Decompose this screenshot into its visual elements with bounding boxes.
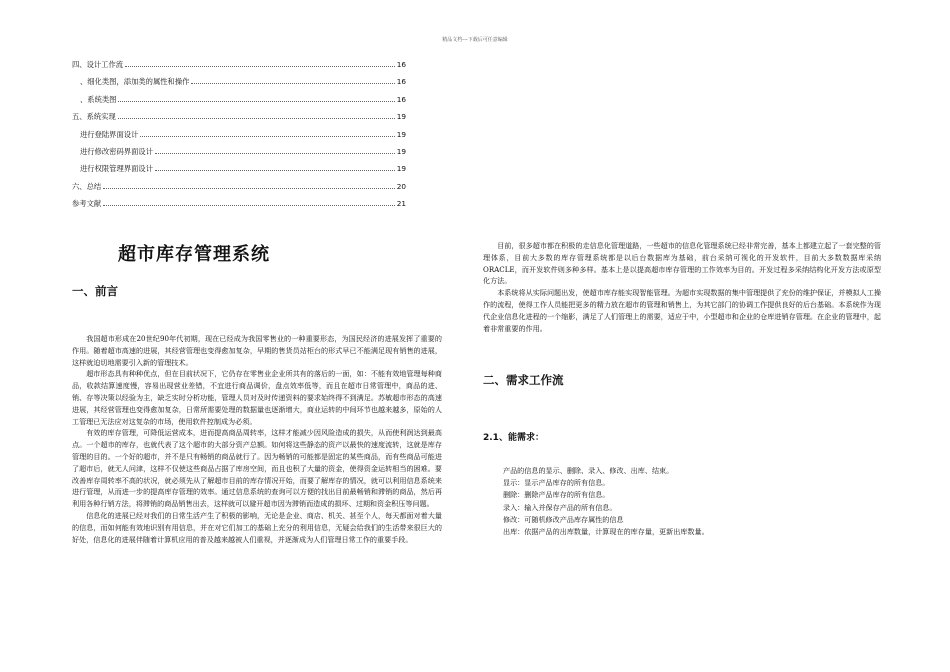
list-item: 产品的信息的显示、删除、录入、修改、出库、结束。 (503, 466, 674, 475)
toc-entry-label: 进行修改密码界面设计 (80, 146, 153, 156)
section-heading-preface: 一、前言 (72, 284, 118, 298)
paragraph: 目前，很多超市都在积极的走信息化管理道路，一些超市的信息化管理系统已经非常完善，基本上都建立起了一套完整的管理体系，目前大多数的库存管理系统都是以后台数据库为基础，前台采纳可视化的开发软件，目前大多数数据库采纳ORACLE，而开发软件则多种多样。基本上是以提高超市库存管理的工作效率为目的。开发过程多采纳结构化开发方法或原型化方法。 (483, 241, 881, 286)
toc-entry[interactable] (72, 199, 406, 216)
list-item: 删除：删除产品库存的所有信息。 (503, 490, 610, 500)
list-item: 修改：可随机修改产品库存属性的信息 (503, 514, 624, 524)
document-title: 超市库存管理系统 (118, 244, 270, 265)
toc-entry[interactable] (72, 60, 406, 77)
toc-entry-page: 19 (396, 164, 406, 174)
table-of-contents (72, 60, 406, 217)
page-header: 精品文档---下载后可任意编辑 (442, 37, 508, 43)
toc-entry-page: 19 (396, 112, 406, 122)
toc-entry-label: 六、总结 (72, 181, 102, 191)
toc-entry[interactable] (72, 130, 406, 147)
toc-entry[interactable] (72, 77, 406, 94)
toc-entry-label: 四、设计工作流 (72, 60, 124, 69)
toc-entry-page: 16 (396, 77, 406, 87)
toc-entry-page: 19 (396, 146, 406, 156)
requirements-list (503, 466, 873, 539)
toc-entry-page: 21 (396, 199, 406, 209)
toc-entry-label: 、细化类图，添加类的属性和操作 (80, 77, 190, 87)
toc-entry-label: 五、系统实现 (72, 112, 116, 122)
paragraph: 我国超市形成在20世纪90年代初期，现在已经成为我国零售业的一种重要形态，为国民经济的进展发挥了重要的作用。随着超市高速的进展，其经营管理也变得愈加复杂，早期的售货员站柜台的形式早已不能满足现有销售的进展，这样就迫切地需要引入新的管理技术。 (72, 334, 442, 367)
toc-entry-page: 16 (396, 94, 406, 104)
toc-entry-page: 19 (396, 129, 406, 139)
toc-entry-label: 、系统类图 (80, 94, 117, 104)
toc-entry[interactable] (72, 95, 406, 112)
paragraph: 本系统将从实际问题出发，使超市库存能实现智能管理。为超市实现数据的集中管理提供了充份的维护保证，并模拟人工操作的流程，使得工作人员能把更多的精力放在超市的管理和销售上，为其它部门的协调工作提供良好的后台基础。本系统作为现代企业信息化进程的一个缩影，满足了人们管理上的需要，适应于中，小型超市和企业的仓库进销存管理。在企业的管理中，起着非常重要的作用。 (483, 288, 881, 333)
list-item: 出库：依据产品的出库数量，计算现在的库存量，更新出库数量。 (503, 526, 709, 536)
toc-entry[interactable] (72, 164, 406, 181)
toc-entry-label: 进行权限管理界面设计 (80, 164, 153, 174)
subsection-heading-functional: 2.1、能需求： (483, 433, 544, 443)
paragraph: 有效的库存管理，可降低运营成本，进而提高商品周转率，这样才能减少因风险造成的损失，从而使利润达到最高点。一个超市的库存，也就代表了这个超市的大部分资产总额。如何将这些静态的资产以最快的速度流转，这就是库存管理的目的。一个好的超市，并不是只有畅销的商品就行了。因为畅销的可能都是固定的某些商品，而有些商品可能进了超市后，就无人问津，这样不仅使这些商品占据了库房空间，而且也积了大量的资金，使得资金运转相当的困难。要改善库存周转率不高的状况，就必须先从了解超市目前的库存情况开始，而要了解库存的情况，就可以利用信息系统来进行管理，从而进一步的提高库存管理的效率。通过信息系统的查询可以方便的找出目前最畅销和滞销的商品，然后再利用各种行销方法，将滞销的商品销售出去，这样就可以避开超市因为滞销而造成的损坏、过期和资金积压等问题。 (72, 428, 442, 509)
paragraph: 信息化的进展已经对我们的日常生活产生了积极的影响，无论是企业、商店、机关、甚至个人，每天都面对着大量的信息，而如何能有效地识别有用信息，并在对它们加工的基础上充分的利用信息，无疑会给我们的生活带来很巨大的好处，信息化的进展伴随着计算机应用的普及越来越被人们重视，并逐渐成为人们管理日常工作的重要手段。 (72, 510, 442, 544)
list-item: 显示：显示产品库存的所有信息。 (503, 478, 610, 488)
toc-entry-page: 16 (396, 60, 406, 69)
toc-entry-label: 参考文献 (72, 199, 102, 209)
toc-entry[interactable] (72, 182, 406, 199)
preface-body (72, 333, 442, 545)
toc-entry-label: 进行登陆界面设计 (80, 129, 139, 139)
toc-entry[interactable] (72, 147, 406, 164)
right-intro-body (483, 240, 881, 334)
paragraph: 超市形态具有种种优点，但在目前状况下，它仍存在零售业企业所共有的落后的一面，如：不能有效地管理每种商品，收款结算速度慢，容易出现营业差错，不宜进行商品调价，盘点效率低等，而且在超市日常管理中，商品的进、销、存等决策以经验为主，缺乏实时分析功能，管理人员对及时传递资料的要求始终得不到满足。苏敏超市形态的高速进展，其经营管理也变得愈加复杂，日常所需要处理的数据量也逐渐增大，商业运转的中间环节也越来越多，原始的人工管理已无法应对这复杂的市场，使用软件控制成为必须。 (72, 369, 442, 426)
toc-entry[interactable] (72, 112, 406, 129)
section-heading-requirements: 二、需求工作流 (483, 373, 564, 387)
list-item: 录入：输入并保存产品的所有信息。 (503, 502, 617, 512)
toc-entry-page: 20 (396, 181, 406, 191)
